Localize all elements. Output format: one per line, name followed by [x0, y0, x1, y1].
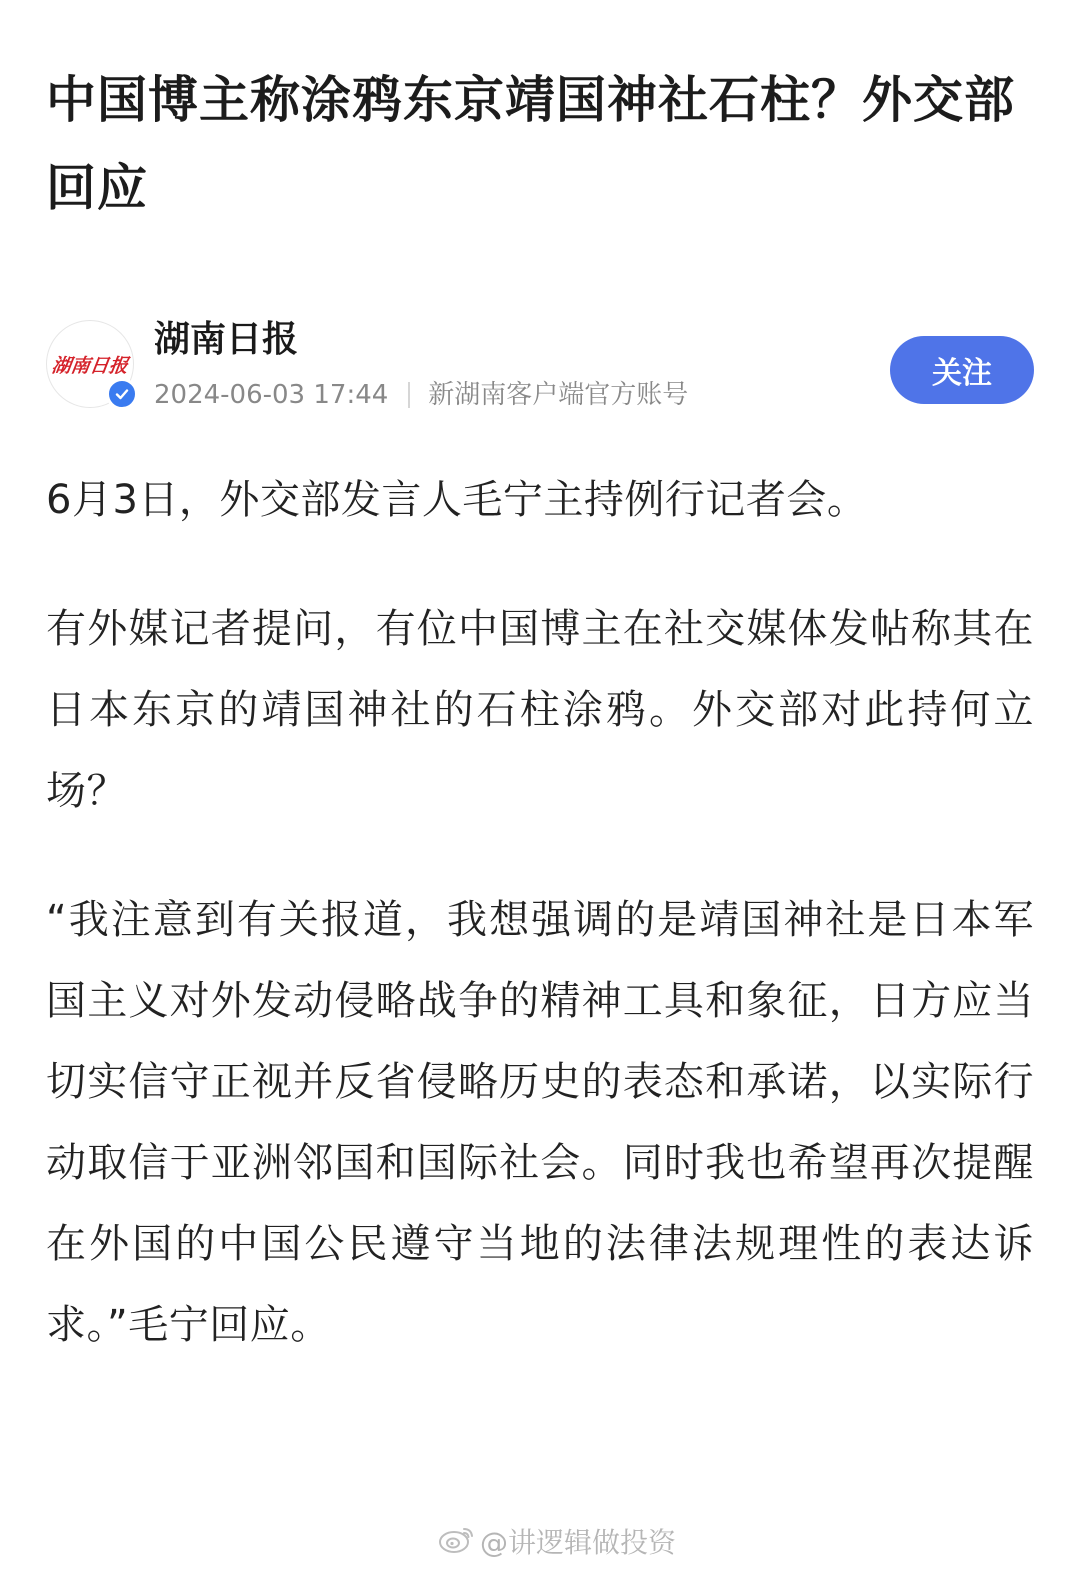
article-title: 中国博主称涂鸦东京靖国神社石柱？外交部回应 — [46, 71, 1015, 217]
author-bar — [46, 320, 1034, 416]
article-paragraph: 6月3日，外交部发言人毛宁主持例行记者会。 — [46, 477, 868, 523]
article-paragraph: 有外媒记者提问，有位中国博主在社交媒体发帖称其在日本东京的靖国神社的石柱涂鸦。外交部对此持何立场？ — [46, 606, 1034, 814]
article-paragraph: “我注意到有关报道，我想强调的是靖国神社是日本军国主义对外发动侵略战争的精神工具和象征，日方应当切实信守正视并反省侵略历史的表态和承诺，以实际行动取信于亚洲邻国和国际社会。同时我也希望再次提醒在外国的中国公民遵守当地的法律法规理性的表达诉求。”毛宁回应。 — [46, 897, 1034, 1348]
author-name[interactable]: 湖南日报 — [154, 319, 299, 360]
article-body — [46, 460, 1034, 1366]
source-label: 新湖南客户端官方账号 — [428, 380, 689, 410]
follow-button[interactable]: 关注 — [890, 336, 1034, 404]
newspaper-logo: 湖南日报 — [50, 354, 130, 377]
watermark-text: @讲逻辑做投资 — [480, 1526, 677, 1559]
author-meta — [154, 380, 688, 410]
weibo-icon — [438, 1524, 476, 1562]
meta-divider — [408, 382, 410, 408]
watermark — [438, 1524, 676, 1562]
verified-check-icon — [106, 378, 138, 410]
publish-date: 2024-06-03 17:44 — [154, 380, 389, 410]
